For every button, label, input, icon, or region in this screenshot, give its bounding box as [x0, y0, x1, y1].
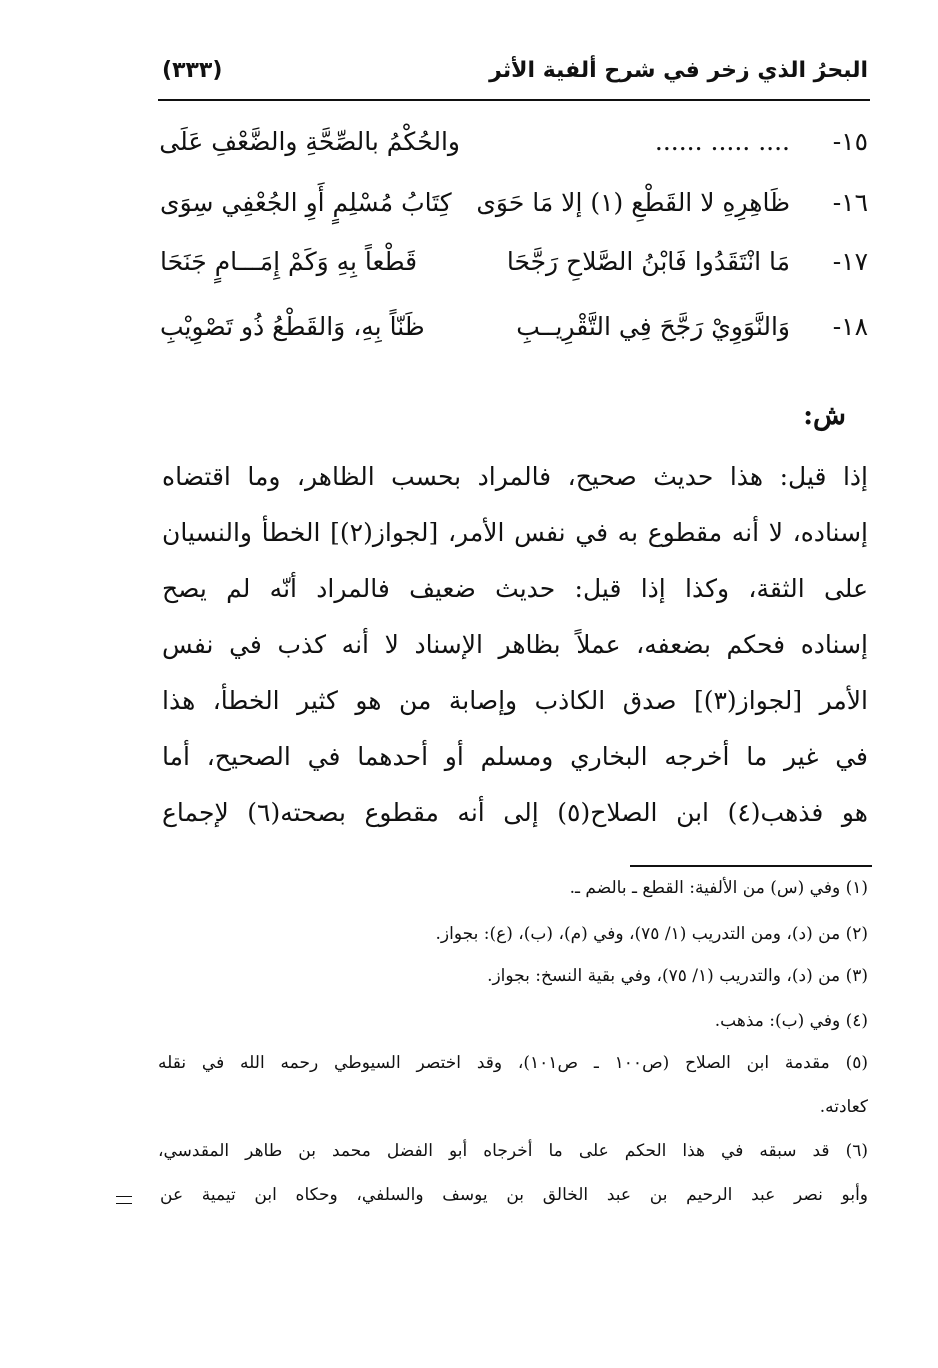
verse-number: ١٧- — [832, 247, 868, 276]
verse-first-hemistich: ظَاهِرِهِ لا القَطْعِ (١) إلا مَا حَوَى — [476, 188, 790, 217]
verse-first-hemistich: .... ..... ...... — [654, 127, 790, 156]
footnote-4: (٤) وفي (ب): مذهب. — [714, 1011, 868, 1031]
verse-number: ١٨- — [832, 312, 868, 341]
verse-second-hemistich: قَطْعاً بِهِ وَكَمْ إِمَـــامٍ جَنَحَا — [160, 247, 418, 276]
footnote-6-continued: وأبو نصر عبد الرحيم بن عبد الخالق بن يوسف والسلفي، وحكاه ابن تيمية عن — [160, 1185, 868, 1205]
header-divider — [158, 99, 870, 101]
footnote-1: (١) وفي (س) من الألفية: القطع ـ بالضم ـ. — [569, 878, 868, 898]
verse-15 — [160, 127, 868, 173]
verse-second-hemistich: ظَنّاً بِهِ، وَالقَطْعُ ذُو تَصْوِيْبِ — [160, 312, 425, 341]
footnote-5-continued: كعادته. — [819, 1097, 868, 1117]
body-text-line: هو فذهب(٤) ابن الصلاح(٥) إلى أنه مقطوع بصحته(٦) لإجماع — [162, 798, 868, 827]
body-text-line: في غير ما أخرجه البخاري ومسلم أو أحدهما في الصحيح، أما — [162, 742, 868, 771]
page-number: (٣٣٣) — [162, 58, 223, 83]
verse-first-hemistich: مَا انْتَقَدُوا فَابْنُ الصَّلاحِ رَجَّحَا — [506, 247, 790, 276]
verse-first-hemistich: وَالنَّوَوِيْ رَجَّحَ فِي التَّقْرِيــبِ — [516, 312, 790, 341]
continuation-mark — [116, 1196, 132, 1204]
footnote-divider — [630, 865, 872, 867]
verse-18 — [160, 312, 868, 358]
footnote-2: (٢) من (د)، ومن التدريب (١/ ٧٥)، وفي (م)، (ب)، (ع): بجواز. — [435, 924, 868, 944]
footnote-3: (٣) من (د)، والتدريب (١/ ٧٥)، وفي بقية النسخ: بجواز. — [487, 966, 868, 986]
verse-17 — [160, 247, 868, 293]
verse-second-hemistich: والحُكْمُ بالصِّحَّةِ والضَّعْفِ عَلَى — [159, 127, 460, 156]
body-text-line: إذا قيل: هذا حديث صحيح، فالمراد بحسب الظاهر، وما اقتضاه — [162, 462, 868, 491]
footnote-6: (٦) قد سبقه في هذا الحكم على ما أخرجاه أبو الفضل محمد بن طاهر المقدسي، — [158, 1141, 868, 1161]
verse-16 — [160, 188, 868, 234]
body-text-line: على الثقة، وكذا إذا قيل: حديث ضعيف فالمراد أنّه لم يصح — [162, 574, 868, 603]
verse-second-hemistich: كِتَابُ مُسْلِمٍ أَوِ الجُعْفِي سِوَى — [160, 188, 452, 217]
verse-number: ١٥- — [832, 127, 868, 156]
body-text-line: الأمر [لجواز(٣)] صدق الكاذب وإصابة من هو كثير الخطأ، هذا — [162, 686, 868, 715]
verse-number: ١٦- — [832, 188, 868, 217]
running-title: البحرُ الذي زخر في شرح ألفية الأثر — [489, 58, 868, 83]
commentary-label: ش: — [803, 400, 846, 431]
footnote-5: (٥) مقدمة ابن الصلاح (ص١٠٠ ـ ص١٠١)، وقد اختصر السيوطي رحمه الله في نقله — [158, 1053, 868, 1073]
body-text-line: إسناده، لا أنه مقطوع به في نفس الأمر، [لجواز(٢)] الخطأ والنسيان — [162, 518, 868, 547]
body-text-line: إسناده فحكم بضعفه، عملاً بظاهر الإسناد لا أنه كذب في نفس — [162, 630, 868, 659]
